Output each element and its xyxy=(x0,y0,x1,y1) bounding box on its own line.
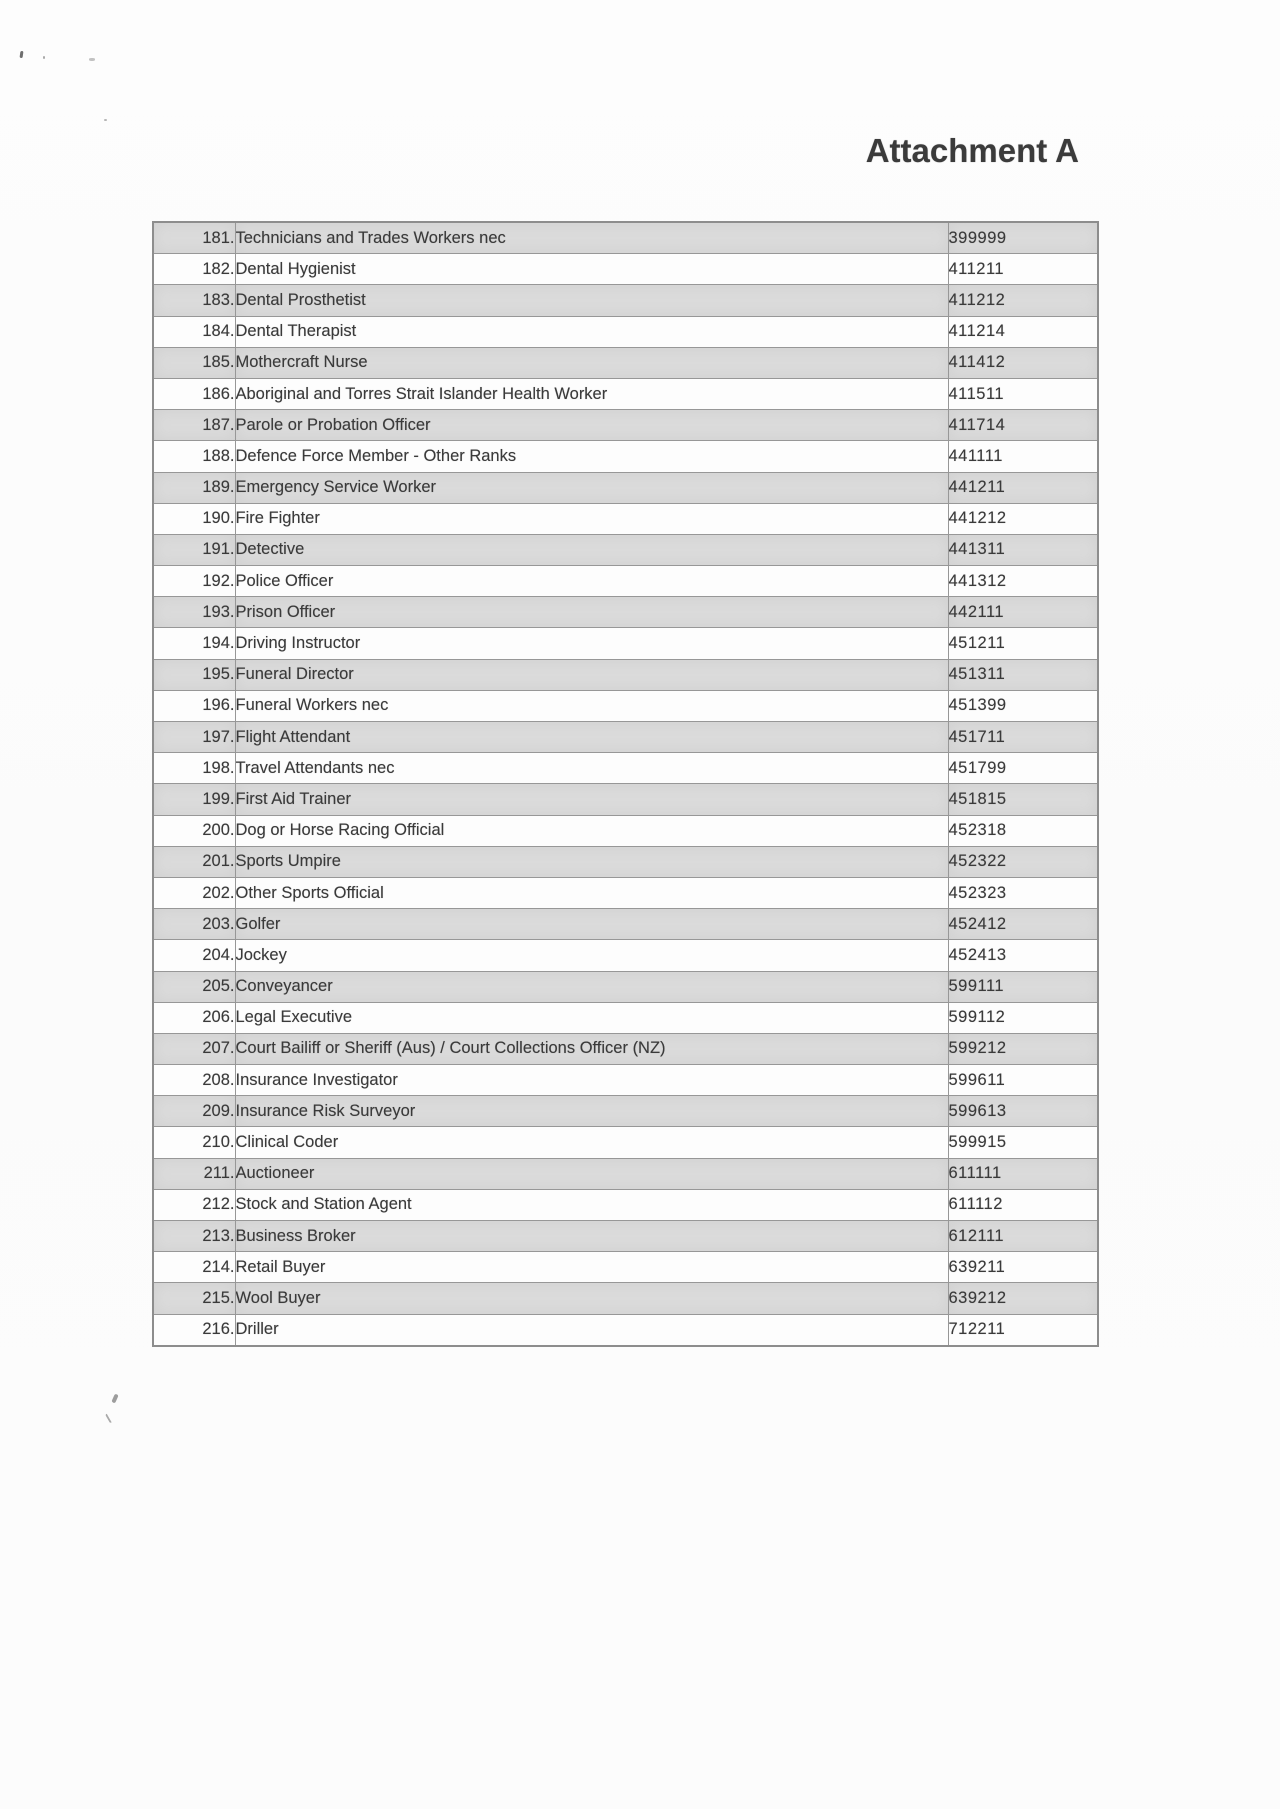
row-number-cell: 205. xyxy=(153,971,235,1002)
table-row xyxy=(153,1189,1098,1220)
table-row xyxy=(153,753,1098,784)
occupation-name-cell: Parole or Probation Officer xyxy=(235,410,948,441)
table-row xyxy=(153,410,1098,441)
occupation-code-cell: 452322 xyxy=(948,846,1098,877)
occupation-name-cell: Clinical Coder xyxy=(235,1127,948,1158)
occupation-code-cell: 451799 xyxy=(948,753,1098,784)
occupation-name-cell: Dog or Horse Racing Official xyxy=(235,815,948,846)
table-row xyxy=(153,1283,1098,1314)
row-number-cell: 212. xyxy=(153,1189,235,1220)
occupation-code-cell: 442111 xyxy=(948,597,1098,628)
occupation-name-cell: Driving Instructor xyxy=(235,628,948,659)
row-number-cell: 191. xyxy=(153,534,235,565)
occupation-code-cell: 611111 xyxy=(948,1158,1098,1189)
occupation-code-cell: 441311 xyxy=(948,534,1098,565)
row-number-cell: 186. xyxy=(153,378,235,409)
table-row xyxy=(153,441,1098,472)
occupation-code-cell: 639211 xyxy=(948,1252,1098,1283)
occupation-code-cell: 451399 xyxy=(948,690,1098,721)
row-number-cell: 209. xyxy=(153,1096,235,1127)
row-number-cell: 206. xyxy=(153,1002,235,1033)
occupation-code-cell: 441111 xyxy=(948,441,1098,472)
occupation-code-cell: 451711 xyxy=(948,722,1098,753)
row-number-cell: 189. xyxy=(153,472,235,503)
scan-speck xyxy=(20,51,24,58)
occupation-code-cell: 451211 xyxy=(948,628,1098,659)
occupation-name-cell: Dental Therapist xyxy=(235,316,948,347)
table-row xyxy=(153,222,1098,254)
occupation-code-cell: 411412 xyxy=(948,347,1098,378)
row-number-cell: 213. xyxy=(153,1221,235,1252)
occupation-code-cell: 599613 xyxy=(948,1096,1098,1127)
occupation-code-cell: 599112 xyxy=(948,1002,1098,1033)
occupation-name-cell: Aboriginal and Torres Strait Islander Health Worker xyxy=(235,378,948,409)
table-row xyxy=(153,1033,1098,1064)
row-number-cell: 200. xyxy=(153,815,235,846)
row-number-cell: 183. xyxy=(153,285,235,316)
occupation-name-cell: Jockey xyxy=(235,940,948,971)
occupation-name-cell: Technicians and Trades Workers nec xyxy=(235,222,948,254)
table-row xyxy=(153,1065,1098,1096)
occupation-name-cell: Funeral Workers nec xyxy=(235,690,948,721)
occupation-name-cell: Police Officer xyxy=(235,566,948,597)
row-number-cell: 198. xyxy=(153,753,235,784)
row-number-cell: 181. xyxy=(153,222,235,254)
occupation-code-table xyxy=(152,221,1099,1347)
occupation-name-cell: First Aid Trainer xyxy=(235,784,948,815)
occupation-code-cell: 411212 xyxy=(948,285,1098,316)
row-number-cell: 196. xyxy=(153,690,235,721)
occupation-code-cell: 612111 xyxy=(948,1221,1098,1252)
table-row xyxy=(153,316,1098,347)
row-number-cell: 187. xyxy=(153,410,235,441)
scan-speck xyxy=(89,58,95,61)
row-number-cell: 210. xyxy=(153,1127,235,1158)
row-number-cell: 199. xyxy=(153,784,235,815)
table-row xyxy=(153,909,1098,940)
occupation-name-cell: Other Sports Official xyxy=(235,877,948,908)
occupation-code-cell: 411211 xyxy=(948,254,1098,285)
page-title: Attachment A xyxy=(865,132,1079,169)
occupation-name-cell: Business Broker xyxy=(235,1221,948,1252)
occupation-name-cell: Defence Force Member - Other Ranks xyxy=(235,441,948,472)
row-number-cell: 185. xyxy=(153,347,235,378)
occupation-code-cell: 411714 xyxy=(948,410,1098,441)
occupation-code-cell: 441211 xyxy=(948,472,1098,503)
scan-speck xyxy=(104,119,107,121)
table-row xyxy=(153,846,1098,877)
row-number-cell: 215. xyxy=(153,1283,235,1314)
occupation-name-cell: Stock and Station Agent xyxy=(235,1189,948,1220)
occupation-code-cell: 452412 xyxy=(948,909,1098,940)
table-row xyxy=(153,628,1098,659)
table-row xyxy=(153,1127,1098,1158)
row-number-cell: 192. xyxy=(153,566,235,597)
table-row xyxy=(153,472,1098,503)
row-number-cell: 207. xyxy=(153,1033,235,1064)
table-row xyxy=(153,784,1098,815)
row-number-cell: 188. xyxy=(153,441,235,472)
occupation-code-cell: 452323 xyxy=(948,877,1098,908)
table-row xyxy=(153,1002,1098,1033)
table-row xyxy=(153,1314,1098,1346)
occupation-name-cell: Detective xyxy=(235,534,948,565)
row-number-cell: 184. xyxy=(153,316,235,347)
scan-speck xyxy=(111,1394,118,1404)
row-number-cell: 203. xyxy=(153,909,235,940)
table-row xyxy=(153,815,1098,846)
occupation-code-cell: 599212 xyxy=(948,1033,1098,1064)
occupation-code-cell: 411214 xyxy=(948,316,1098,347)
row-number-cell: 190. xyxy=(153,503,235,534)
table-row xyxy=(153,971,1098,1002)
table-row xyxy=(153,659,1098,690)
occupation-code-cell: 599915 xyxy=(948,1127,1098,1158)
occupation-name-cell: Retail Buyer xyxy=(235,1252,948,1283)
occupation-name-cell: Fire Fighter xyxy=(235,503,948,534)
row-number-cell: 201. xyxy=(153,846,235,877)
occupation-name-cell: Sports Umpire xyxy=(235,846,948,877)
row-number-cell: 194. xyxy=(153,628,235,659)
occupation-name-cell: Funeral Director xyxy=(235,659,948,690)
occupation-code-cell: 611112 xyxy=(948,1189,1098,1220)
row-number-cell: 216. xyxy=(153,1314,235,1346)
row-number-cell: 208. xyxy=(153,1065,235,1096)
occupation-name-cell: Driller xyxy=(235,1314,948,1346)
occupation-name-cell: Auctioneer xyxy=(235,1158,948,1189)
occupation-name-cell: Conveyancer xyxy=(235,971,948,1002)
occupation-name-cell: Wool Buyer xyxy=(235,1283,948,1314)
table-row xyxy=(153,378,1098,409)
occupation-code-cell: 411511 xyxy=(948,378,1098,409)
table-row xyxy=(153,1221,1098,1252)
table-row xyxy=(153,597,1098,628)
occupation-code-cell: 712211 xyxy=(948,1314,1098,1346)
occupation-name-cell: Prison Officer xyxy=(235,597,948,628)
occupation-name-cell: Court Bailiff or Sheriff (Aus) / Court Collections Officer (NZ) xyxy=(235,1033,948,1064)
row-number-cell: 197. xyxy=(153,722,235,753)
row-number-cell: 193. xyxy=(153,597,235,628)
table-row xyxy=(153,1252,1098,1283)
occupation-name-cell: Insurance Risk Surveyor xyxy=(235,1096,948,1127)
occupation-code-cell: 599611 xyxy=(948,1065,1098,1096)
occupation-code-cell: 639212 xyxy=(948,1283,1098,1314)
row-number-cell: 211. xyxy=(153,1158,235,1189)
occupation-code-cell: 451815 xyxy=(948,784,1098,815)
occupation-name-cell: Mothercraft Nurse xyxy=(235,347,948,378)
row-number-cell: 195. xyxy=(153,659,235,690)
table-row xyxy=(153,347,1098,378)
table-row xyxy=(153,566,1098,597)
row-number-cell: 214. xyxy=(153,1252,235,1283)
occupation-code-cell: 399999 xyxy=(948,222,1098,254)
row-number-cell: 182. xyxy=(153,254,235,285)
occupation-name-cell: Insurance Investigator xyxy=(235,1065,948,1096)
scan-speck xyxy=(105,1411,117,1424)
occupation-name-cell: Dental Hygienist xyxy=(235,254,948,285)
scan-speck xyxy=(43,56,45,59)
table-row xyxy=(153,534,1098,565)
occupation-name-cell: Legal Executive xyxy=(235,1002,948,1033)
row-number-cell: 204. xyxy=(153,940,235,971)
occupation-code-cell: 441312 xyxy=(948,566,1098,597)
occupation-table-body xyxy=(153,222,1098,1346)
row-number-cell: 202. xyxy=(153,877,235,908)
table-row xyxy=(153,1096,1098,1127)
table-row xyxy=(153,690,1098,721)
occupation-name-cell: Golfer xyxy=(235,909,948,940)
table-row xyxy=(153,285,1098,316)
table-row xyxy=(153,503,1098,534)
table-row xyxy=(153,877,1098,908)
occupation-code-cell: 441212 xyxy=(948,503,1098,534)
occupation-name-cell: Flight Attendant xyxy=(235,722,948,753)
occupation-name-cell: Dental Prosthetist xyxy=(235,285,948,316)
occupation-name-cell: Travel Attendants nec xyxy=(235,753,948,784)
occupation-name-cell: Emergency Service Worker xyxy=(235,472,948,503)
occupation-code-cell: 452413 xyxy=(948,940,1098,971)
occupation-code-cell: 452318 xyxy=(948,815,1098,846)
occupation-code-cell: 451311 xyxy=(948,659,1098,690)
table-row xyxy=(153,1158,1098,1189)
table-row xyxy=(153,722,1098,753)
table-row xyxy=(153,940,1098,971)
table-row xyxy=(153,254,1098,285)
occupation-code-cell: 599111 xyxy=(948,971,1098,1002)
